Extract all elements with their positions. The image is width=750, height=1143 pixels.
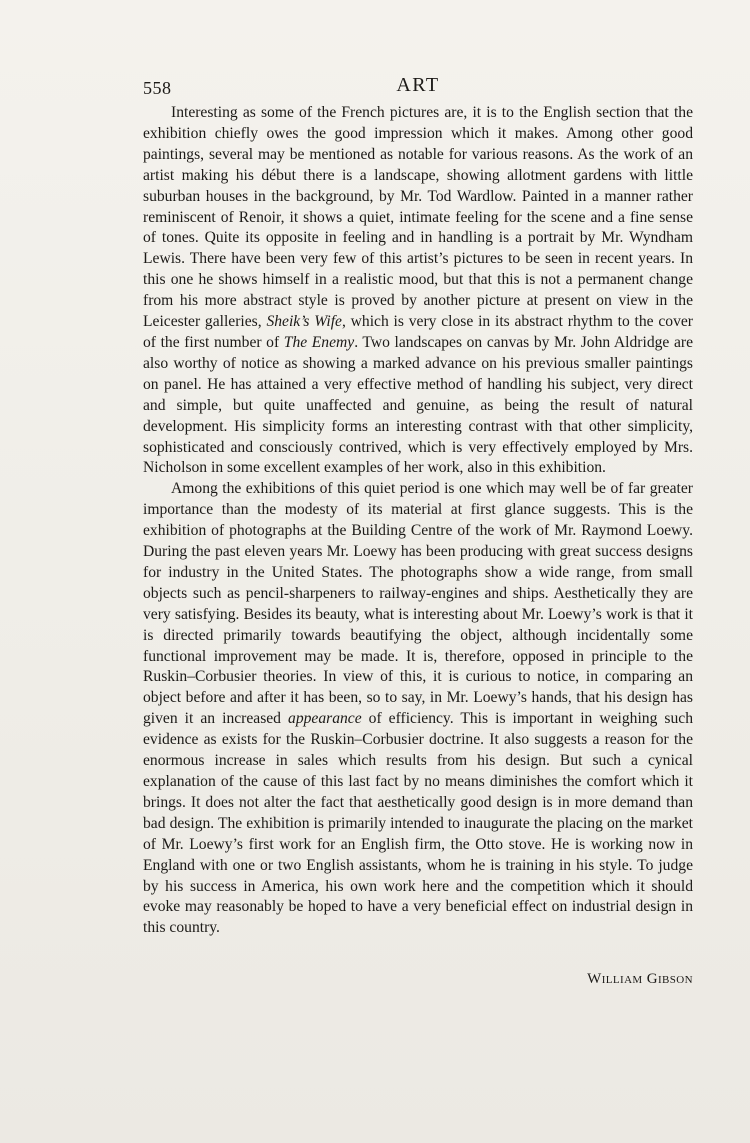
text-run: , which is very close in its abstract rhythm to the cover of the first number of — [143, 313, 693, 351]
text-run: Among the exhibitions of this quiet period is one which may well be of far greater importance than the modesty of its material at first glance suggests. This is the exhibition of photographs at the Building Centre of the work of Mr. Raymond Loewy. During the past eleven years Mr. Loewy has been producing with great success designs for industry in the United States. The photographs show a wide range, from small objects such as pencil-sharpeners to railway-engines and ships. Aesthetically they are very satisfying. Besides its beauty, what is interesting about Mr. Loewy’s work is that it is directed primarily towards beautifying the object, although incidentally some functional improvement may be made. It is, therefore, opposed in principle to the Ruskin–Corbusier theories. In view of this, it is curious to notice, in comparing an object before and after it has been, so to say, in Mr. Loewy’s hands, that his design has given it an increased — [143, 480, 693, 728]
page-header — [143, 74, 693, 100]
emphasis: appearance — [288, 710, 362, 728]
article-body — [143, 103, 693, 939]
running-head: ART — [396, 74, 440, 96]
artwork-title: Sheik’s Wife — [266, 313, 342, 331]
page-number: 558 — [143, 78, 172, 98]
paragraph — [143, 479, 693, 939]
paragraph — [143, 103, 693, 479]
text-run: . Two landscapes on canvas by Mr. John Aldridge are also worthy of notice as showing a marked advance on his previous smaller paintings on panel. He has attained a very effective method of handling his subject, very direct and simple, but quite unaffected and genuine, as being the result of natural development. His simplicity forms an interesting contrast with that other simplicity, sophisticated and consciously contrived, which is very effectively employed by Mrs. Nicholson in some excellent examples of her work, also in this exhibition. — [143, 333, 693, 477]
text-run: of efficiency. This is important in weighing such evidence as exists for the Ruskin–Corbusier doctrine. It also suggests a reason for the enormous increase in sales which results from his design. But such a cynical explanation of the cause of this last fact by no means diminishes the comfort which it brings. It does not alter the fact that aesthetically good design is in more demand than bad design. The exhibition is primarily intended to inaugurate the placing on the market of Mr. Loewy’s first work for an English firm, the Otto stove. He is working now in England with one or two English assistants, whom he is training in his style. To judge by his success in America, his own work here and the competition which it should evoke may reasonably be hoped to have a very beneficial effect on industrial design in this country. — [143, 710, 693, 937]
author-signature: William Gibson — [587, 971, 693, 987]
publication-title: The Enemy — [283, 333, 355, 351]
text-run: Interesting as some of the French pictures are, it is to the English section that the exhibition chiefly owes the good impression which it makes. Among other good paintings, several may be mentioned as notable for various reasons. As the work of an artist making his début there is a landscape, showing allotment gardens with little suburban houses in the background, by Mr. Tod Wardlow. Painted in a manner rather reminiscent of Renoir, it shows a quiet, intimate feeling for the scene and a fine sense of tones. Quite its opposite in feeling and in handling is a portrait by Mr. Wyndham Lewis. There have been very few of this artist’s pictures to be seen in recent years. In this one he shows himself in a realistic mood, but that this is not a permanent change from his more abstract style is proved by another picture at present on view in the Leicester galleries, — [143, 104, 693, 331]
